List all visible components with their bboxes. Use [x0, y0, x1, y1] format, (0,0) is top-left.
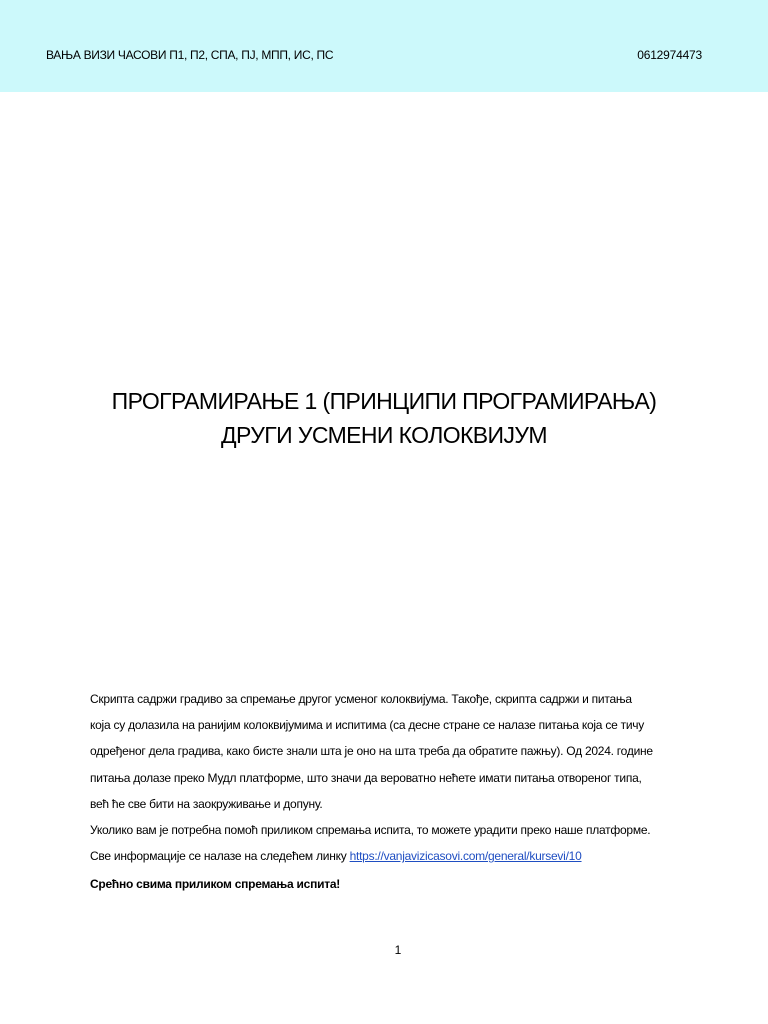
courses-link[interactable]: https://vanjavizicasovi.com/general/kursevi/10 — [349, 849, 582, 864]
document-title — [0, 384, 768, 452]
link-prefix: Све информације се налазе на следећем линку — [90, 849, 350, 864]
closing-message: Срећно свима приликом спремања испита! — [90, 877, 341, 892]
link-line — [90, 843, 690, 869]
intro-line-2: која су долазила на ранијим колоквијумима и испитима (са десне стране се налазе питања која се тичу — [90, 718, 645, 733]
page-number: 1 — [394, 943, 402, 957]
intro-line-6: Уколико вам је потребна помоћ приликом спремања испита, то можете урадити преко наше платформе. — [90, 823, 651, 838]
intro-line-4: питања долазе преко Мудл платформе, што значи да вероватно нећете имати питања отвореног типа, — [90, 770, 642, 785]
document-title-line-2: ДРУГИ УСМЕНИ КОЛОКВИЈУМ — [221, 422, 547, 448]
intro-line-1: Скрипта садржи градиво за спремање другог усменог колоквијума. Такође, скрипта садржи и питања — [90, 692, 632, 706]
header-phone-number: 0612974473 — [637, 48, 702, 62]
intro-line-3: одређеног дела градива, како бисте знали шта је оно на шта треба да обратите пажњу). Од 2024. године — [90, 744, 653, 759]
page-header — [0, 0, 768, 92]
document-title-line-1: ПРОГРАМИРАЊЕ 1 (ПРИНЦИПИ ПРОГРАМИРАЊА) — [111, 388, 657, 414]
intro-text — [90, 686, 690, 899]
header-title: ВАЊА ВИЗИ ЧАСОВИ П1, П2, СПА, ПЈ, МПП, ИС, ПС — [46, 48, 334, 62]
intro-line-5: већ ће све бити на заокруживање и допуну. — [90, 796, 323, 811]
